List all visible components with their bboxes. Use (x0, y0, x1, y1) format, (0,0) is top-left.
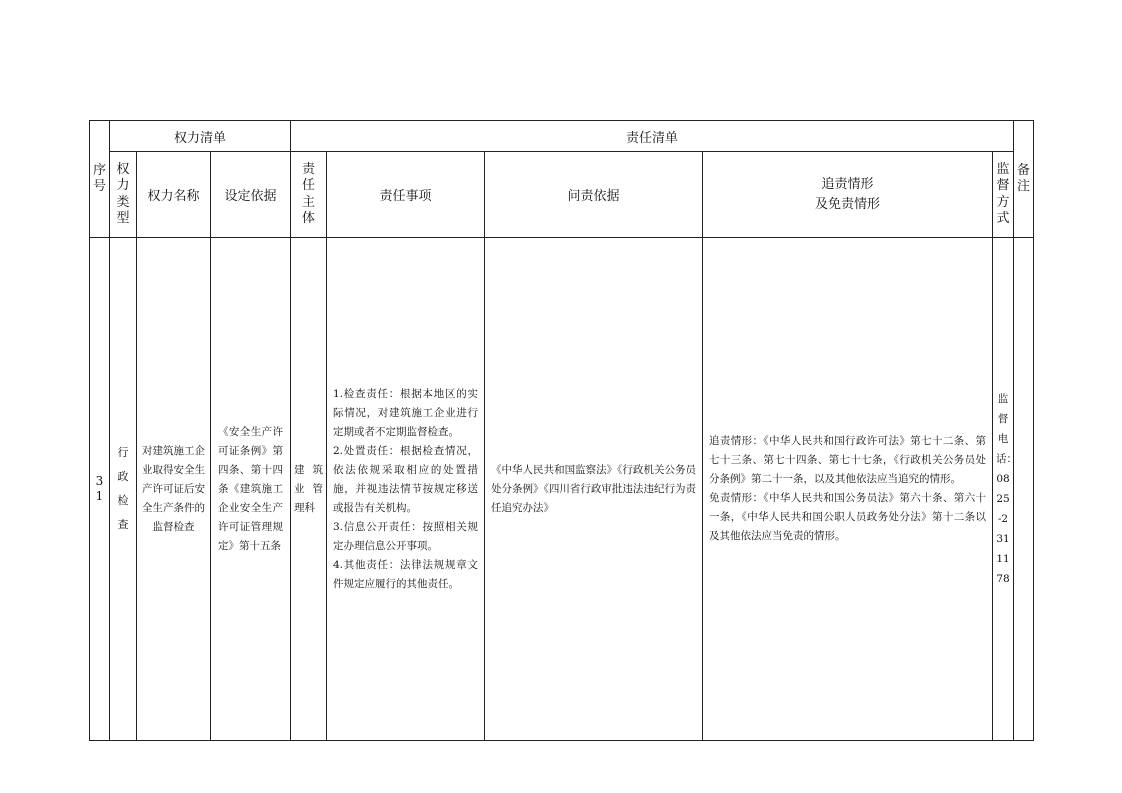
header-supervise (993, 152, 1014, 238)
header-seq (90, 121, 110, 238)
pursue-exempt-text (703, 432, 992, 546)
cell-subject (291, 238, 327, 741)
exempt-text: 免责情形：《中华人民共和国公务员法》第六十条、第六十一条，《中华人民共和国公职人员政务处分法》第十二条以及其他依法应当免责的情形。 (709, 492, 986, 542)
cell-accountability-basis (485, 238, 703, 741)
header-basis: 设定依据 (211, 152, 291, 238)
header-remark-text: 备注 (1017, 163, 1031, 195)
item-1: 1.检查责任：根据本地区的实际情况，对建筑施工企业进行定期或者不定期监督检查。 (333, 387, 478, 438)
header-pursue-exempt: 追责情形 及免责情形 (703, 152, 993, 238)
cell-basis (211, 238, 291, 741)
header-accountability-basis: 问责依据 (485, 152, 703, 238)
header-responsibility-list: 责任清单 (291, 121, 1014, 152)
header-power-type-text: 权力类型 (116, 162, 130, 226)
item-4: 4.其他责任：法律法规规章文件规定应履行的其他责任。 (333, 558, 478, 590)
header-power-name: 权力名称 (137, 152, 211, 238)
item-2: 2.处置责任：根据检查情况，依法依规采取相应的处置措施，并视违法情节按规定移送或报告有关机构。 (333, 444, 478, 514)
pursue-text: 追责情形：《中华人民共和国行政许可法》第七十二条、第七十三条、第七十四条、第七十七条，《行政机关公务员处分条例》第二十一条，以及其他依法应当追究的情形。 (709, 435, 986, 485)
responsibility-table (89, 120, 1034, 741)
header-items: 责任事项 (327, 152, 485, 238)
header-seq-text: 序号 (93, 162, 107, 194)
header-subject-text: 责任主体 (302, 162, 316, 226)
cell-pursue-exempt (703, 238, 993, 741)
header-power-type (110, 152, 137, 238)
cell-accountability-basis-text: 《中华人民共和国监察法》《行政机关公务员处分条例》《四川省行政审批违法违纪行为责任追究办法》 (491, 463, 696, 514)
cell-remark (1014, 238, 1034, 741)
cell-basis-text: 《安全生产许可证条例》第四条、第十四条《建筑施工企业安全生产许可证管理规定》第十五条 (218, 425, 283, 552)
cell-power-type-text: 行政检查 (117, 446, 129, 531)
cell-items (327, 238, 485, 741)
cell-subject-text: 建筑业管理科 (294, 463, 323, 514)
cell-power-type (110, 238, 137, 741)
cell-power-name (137, 238, 211, 741)
cell-supervise-text: 监督电话：0825-2311178 (996, 393, 1017, 585)
header-remark (1014, 121, 1034, 238)
item-3: 3.信息公开责任：按照相关规定办理信息公开事项。 (333, 520, 478, 552)
header-power-list: 权力清单 (110, 121, 291, 152)
header-supervise-text: 监督方式 (996, 162, 1010, 226)
cell-seq-text: 31 (95, 474, 104, 503)
items-list (327, 385, 484, 594)
header-subject (291, 152, 327, 238)
cell-seq (90, 238, 110, 741)
cell-power-name-text: 对建筑施工企业取得安全生产许可证后安全生产条件的监督检查 (142, 444, 205, 533)
cell-supervise (993, 238, 1017, 741)
